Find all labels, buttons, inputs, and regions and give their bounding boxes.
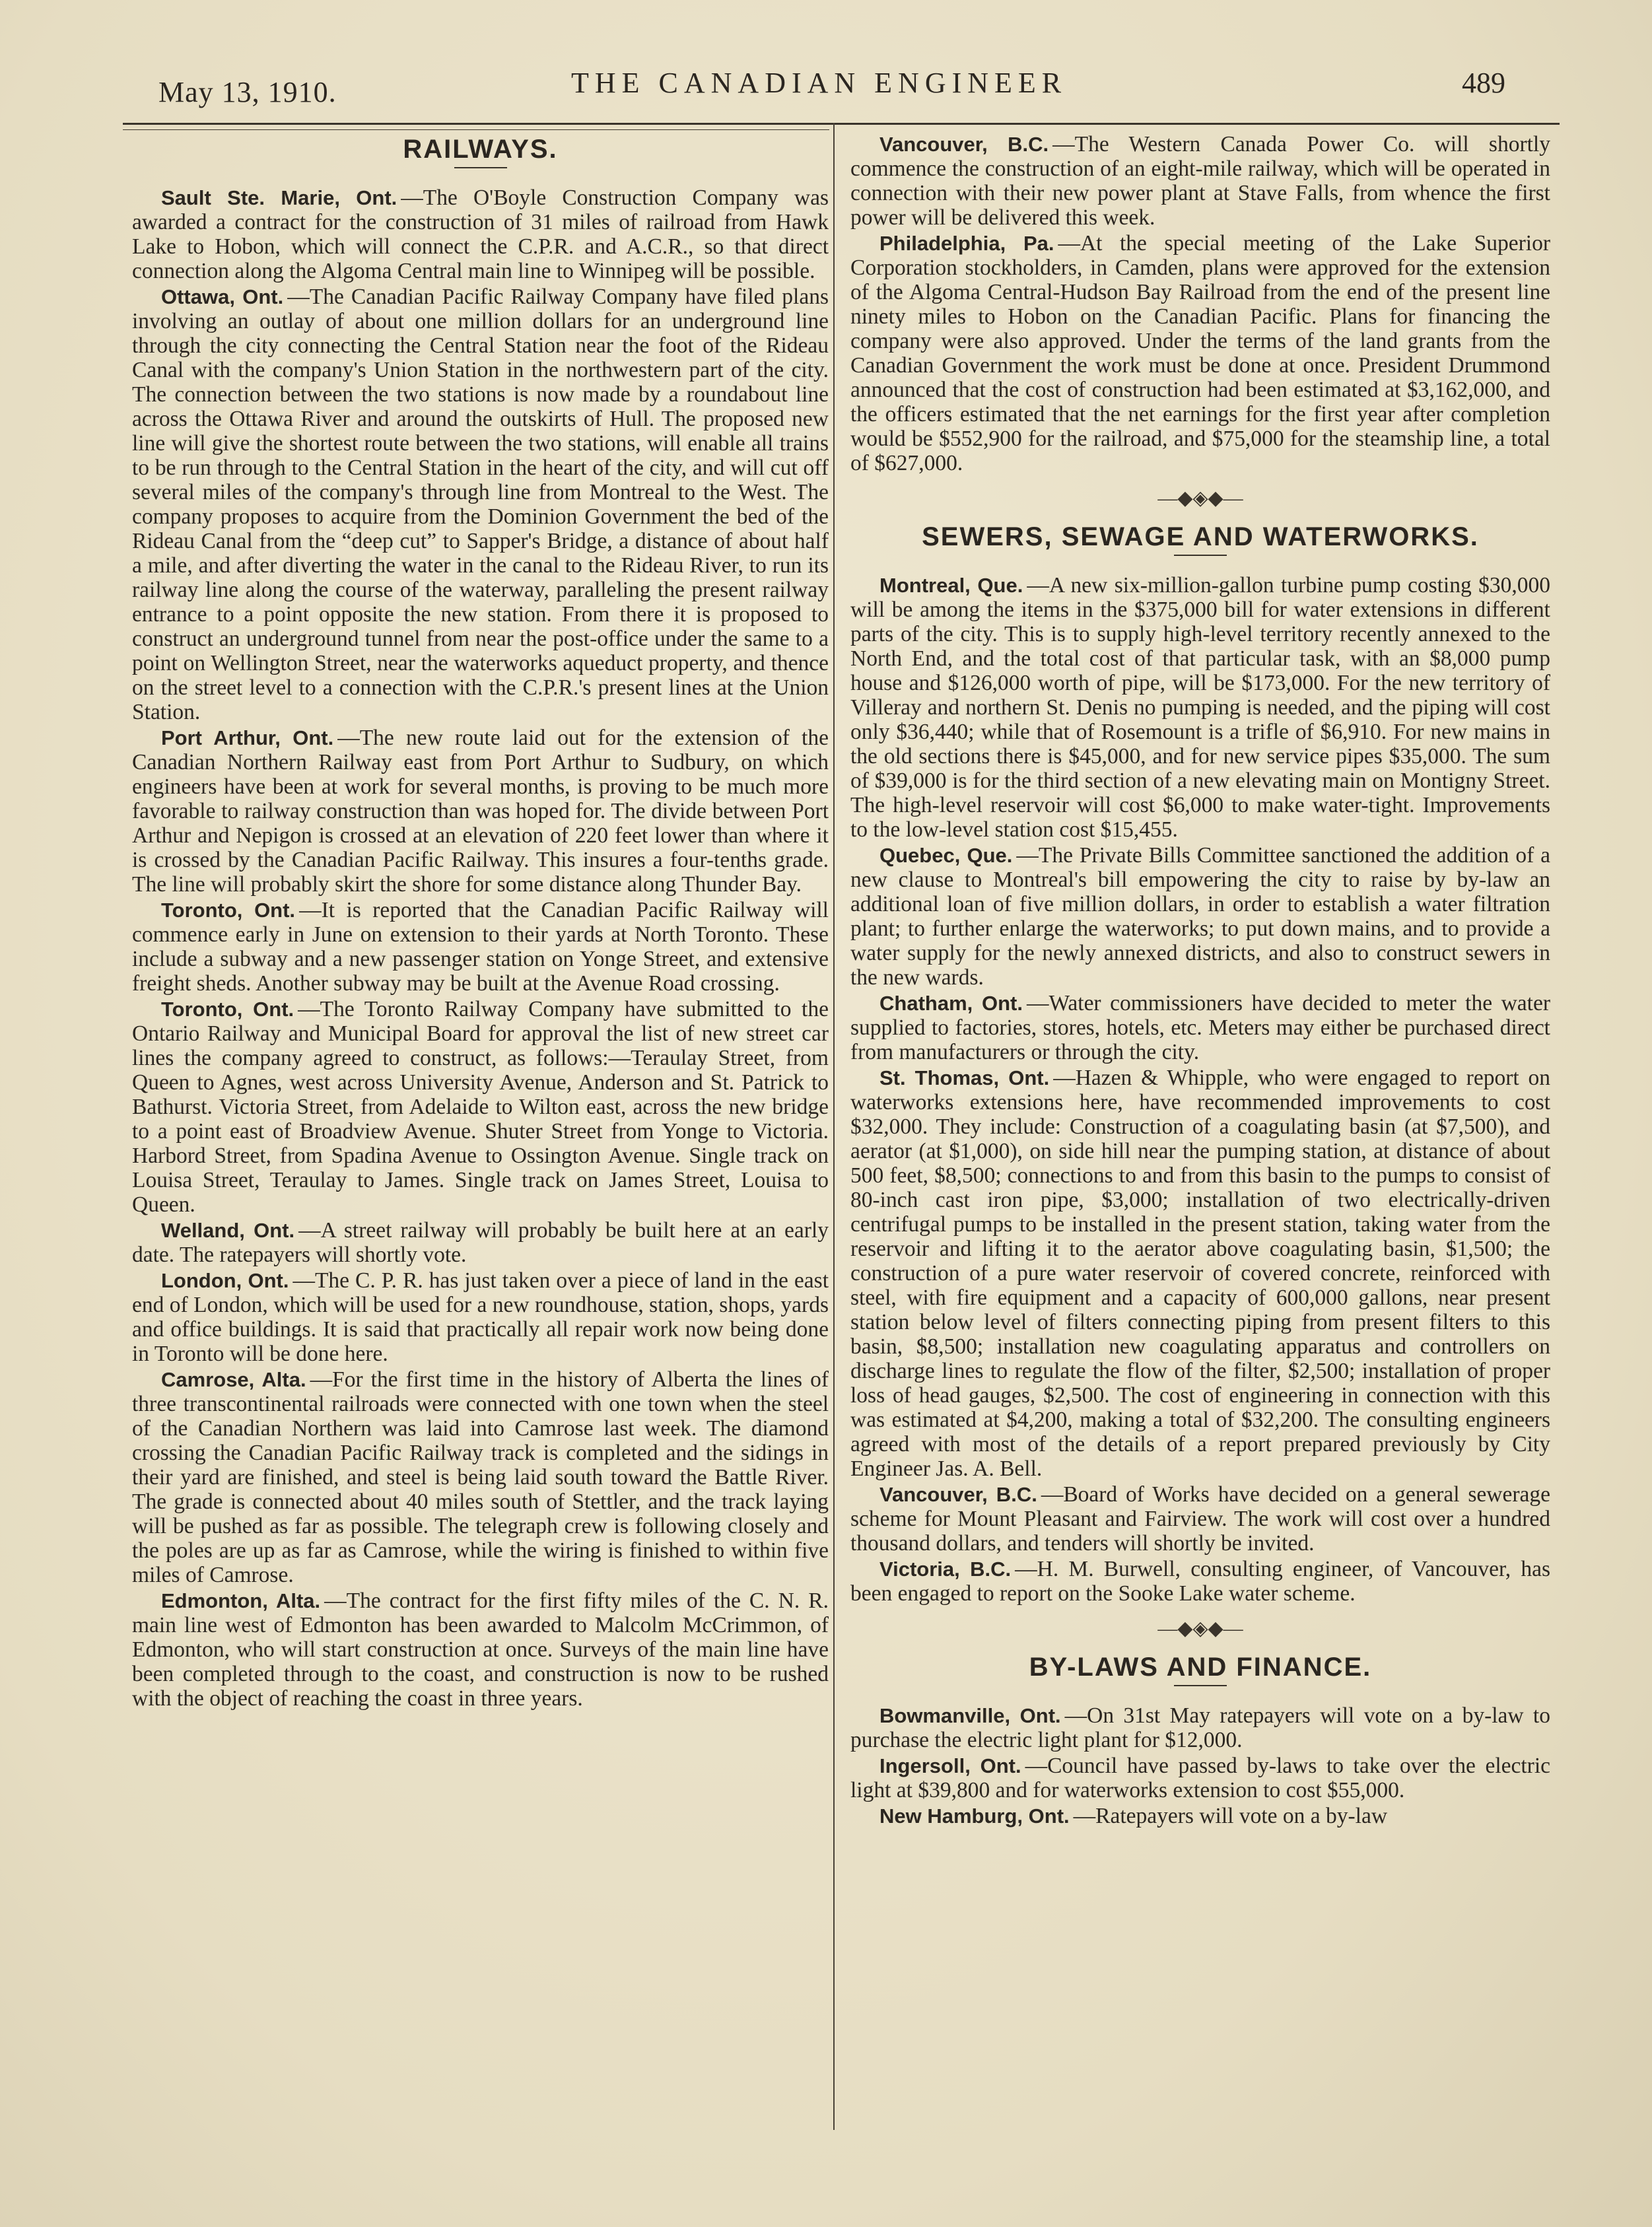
column-divider <box>833 123 835 2130</box>
page-number: 489 <box>1462 67 1505 99</box>
item-text: —The Canadian Pacific Railway Company have filed plans involving an outlay of about one million dollars for an underground line through the city connecting the Central Station near the foot of the Rideau Canal with the company's Union Station in the northwestern part of the city. The connection between the two stations is now made by a roundabout line across the Ottawa River and around the outskirts of Hull. The proposed new line will give the shortest route between the two stations, will enable all trains to be run through to the Central Station in the heart of the city, and will cut off several miles of the company's through line from Montreal to the West. The company proposes to acquire from the Dominion Government the bed of the Rideau Canal from the “deep cut” to Sapper's Bridge, a distance of about half a mile, and after diverting the water in the canal to the Rideau River, to run its railway line along the course of the waterway, paralleling the present railway entrance to a point opposite the new station. From there it is proposed to construct an underground tunnel from near the post-office under the same to a point on Wellington Street, near the waterworks aqueduct property, and thence on the street level to a connection with the C.P.R.'s present lines at the Union Station. <box>132 285 829 724</box>
item-location: Philadelphia, Pa. <box>879 232 1054 255</box>
section-title-railways: RAILWAYS. <box>403 135 558 164</box>
left-column <box>132 137 829 1712</box>
news-item <box>850 1754 1550 1802</box>
item-location: Toronto, Ont. <box>161 998 294 1021</box>
item-location: Sault Ste. Marie, Ont. <box>161 186 397 209</box>
item-text: —The Western Canada Power Co. will shortly commence the construction of an eight-mile railway, which will be operated in connection with their new power plant at Stave Falls, from whence the first power will be delivered this week. <box>850 132 1550 230</box>
item-location: Welland, Ont. <box>161 1219 295 1242</box>
section-title-sewers: SEWERS, SEWAGE AND WATERWORKS. <box>922 522 1479 551</box>
item-location: New Hamburg, Ont. <box>879 1804 1070 1828</box>
right-column <box>850 132 1550 1830</box>
item-text: —H. M. Burwell, consulting engineer, of Vancouver, has been engaged to report on the Sooke Lake water scheme. <box>850 1557 1551 1606</box>
news-item <box>850 132 1550 230</box>
item-text: —Ratepayers will vote on a by-law <box>1073 1804 1388 1828</box>
section-rule <box>1174 1685 1227 1686</box>
publication-title: THE CANADIAN ENGINEER <box>571 67 1068 99</box>
item-location: Toronto, Ont. <box>161 899 296 922</box>
item-location: Camrose, Alta. <box>161 1368 306 1391</box>
item-location: Edmonton, Alta. <box>161 1589 321 1612</box>
item-location: St. Thomas, Ont. <box>879 1066 1050 1089</box>
item-text: —The contract for the first fifty miles of the C. N. R. main line west of Edmonton has been awarded to Malcolm McCrimmon, of Edmonton, who will start construction at once. Surveys of the main line have been completed through to the coast, and construction is now to be rushed with the object of reaching the coast in three years. <box>132 1589 829 1711</box>
section-title-bylaws: BY-LAWS AND FINANCE. <box>1029 1653 1372 1682</box>
news-item <box>850 1804 1550 1828</box>
item-text: —The new route laid out for the extension of the Canadian Northern Railway east from Port Arthur to Sudbury, on which engineers have been at work for several months, is proving to be much more favorable to railway construction than was hoped for. The divide between Port Arthur and Nepigon is crossed at an elevation of 220 feet lower than where it is crossed by the Canadian Pacific Railway. This insures a four-tenths grade. The line will probably skirt the shore for some distance along Thunder Bay. <box>132 726 829 897</box>
header-rule <box>123 123 1560 125</box>
item-text: —Hazen & Whipple, who were engaged to report on waterworks extensions here, have recommended improvements to cost $32,000. They include: Construction of a coagulating basin (at $7,500), and aerator (at $1,000), on side hill near the pumping station, at distance of about 500 feet, $8,500; connections to and from this basin to the pumps to consist of 80-inch cast iron pipe, $3,000; installation of two electrically-driven centrifugal pumps to be installed in the present station, taking water from the reservoir and lifting it to the aerator above coagulating basin, $1,500; the construction of a pure water reservoir of covered concrete, reinforced with steel, with fire equipment and a capacity of 600,000 gallons, near present station below level of filters connecting piping from present filters to this basin, $8,500; installation new coagulating apparatus and controllers on discharge lines to regulate the flow of the filter, $2,500; installation of proper loss of head gauges, $2,500. The cost of engineering in connection with this was estimated at $4,200, making a total of $32,200. The consulting engineers agreed with most of the details of a report prepared previously by City Engineer Jas. A. Bell. <box>850 1066 1550 1481</box>
news-item <box>850 1482 1550 1556</box>
item-text: —Council have passed by-laws to take over the electric light at $39,800 and for waterworks extension to cost $55,000. <box>850 1754 1550 1802</box>
news-item <box>132 186 829 283</box>
ornament-divider: —◆◈◆— <box>1157 487 1243 509</box>
item-text: —On 31st May ratepayers will vote on a by-law to purchase the electric light plant for $12,000. <box>850 1703 1550 1752</box>
item-location: London, Ont. <box>161 1269 289 1292</box>
news-item <box>850 1557 1550 1606</box>
item-location: Quebec, Que. <box>879 844 1013 867</box>
item-text: —Board of Works have decided on a general sewerage scheme for Mount Pleasant and Fairview. The work will cost over a hundred thousand dollars, and tenders will shortly be invited. <box>850 1482 1550 1556</box>
item-text: —A street railway will probably be built here at an early date. The ratepayers will shortly vote. <box>132 1218 829 1267</box>
item-text: —The Private Bills Committee sanctioned the addition of a new clause to Montreal's bill empowering the city to raise by by-law an additional loan of five million dollars, in order to establish a water filtration plant; to further enlarge the waterworks; to put down mains, and to provide a water supply for the newly annexed districts, and also to construct sewers in the new wards. <box>850 843 1550 990</box>
news-item <box>850 991 1550 1064</box>
section-rule <box>454 167 507 168</box>
news-item <box>132 726 829 897</box>
item-location: Vancouver, B.C. <box>879 133 1049 156</box>
ornament-divider: —◆◈◆— <box>1157 1618 1243 1639</box>
news-item <box>132 1589 829 1711</box>
item-text: —The O'Boyle Construction Company was awarded a contract for the construction of 31 miles of railroad from Hawk Lake to Hobon, which will connect the C.P.R. and A.C.R., so that direct connection along the Algoma Central main line to Winnipeg will be possible. <box>132 186 829 283</box>
item-location: Victoria, B.C. <box>879 1558 1012 1581</box>
item-location: Ottawa, Ont. <box>161 285 284 308</box>
item-text: —Water commissioners have decided to meter the water supplied to factories, stores, hotels, etc. Meters may either be purchased direct from manufacturers or through the city. <box>850 991 1550 1064</box>
item-location: Chatham, Ont. <box>879 992 1023 1015</box>
item-location: Bowmanville, Ont. <box>879 1704 1061 1727</box>
news-item <box>132 285 829 724</box>
item-location: Vancouver, B.C. <box>879 1483 1037 1506</box>
news-item <box>850 1066 1550 1481</box>
item-text: —At the special meeting of the Lake Superior Corporation stockholders, in Camden, plans were approved for the extension of the Algoma Central-Hudson Bay Railroad from the end of the present line ninety miles to Hobon on the Canadian Pacific. Plans for financing the company were also approved. Under the terms of the land grants from the Canadian Government the work must be done at once. President Drummond announced that the cost of construction had been estimated at $3,162,000, and the officers estimated that the net earnings for the first year after completion would be $552,900 for the railroad, and $75,000 for the steamship line, a total of $627,000. <box>850 231 1550 475</box>
item-text: —The C. P. R. has just taken over a piece of land in the east end of London, which will be used for a new roundhouse, station, shops, yards and office buildings. It is said that practically all repair work now being done in Toronto will be done here. <box>132 1268 829 1366</box>
news-item <box>132 1268 829 1366</box>
news-item <box>132 1218 829 1267</box>
page-header <box>158 61 1505 114</box>
item-text: —For the first time in the history of Alberta the lines of three transcontinental railroads were connected with one town when the steel of the Canadian Northern was laid into Camrose last week. The diamond crossing the Canadian Pacific Railway track is completed and the sidings in their yard are finished, and steel is being laid south toward the Battle River. The grade is connected about 40 miles south of Stettler, and the track laying will be pushed as far as possible. The telegraph crew is following closely and the poles are up as far as Camrose, while the wiring is finished to within five miles of Camrose. <box>132 1367 829 1587</box>
news-item <box>850 1703 1550 1752</box>
news-item <box>132 1367 829 1587</box>
item-location: Montreal, Que. <box>879 574 1023 597</box>
item-text: —A new six-million-gallon turbine pump costing $30,000 will be among the items in the $375,000 bill for water extensions in different parts of the city. This is to supply high-level territory recently annexed to the North End, and the total cost of that particular task, with an $8,000 pump house and $126,000 worth of pipe, will be $173,000. For the new territory of Villeray and northern St. Denis no pumping is needed, and the piping will cost only $36,440; while that of Rosemount is a trifle of $6,910. For new mains in the old sections there is $45,000, and for new service pipes $35,000. The sum of $39,000 is for the third section of a new elevating main on Montigny Street. The high-level reservoir will cost $6,000 to make water-tight. Improvements to the low-level station cost $15,455. <box>850 573 1550 842</box>
item-text: —It is reported that the Canadian Pacific Railway will commence early in June on extension to their yards at North Toronto. These include a subway and a new passenger station on Yonge Street, and extensive freight sheds. Another subway may be built at the Avenue Road crossing. <box>132 898 829 996</box>
header-rule-thin <box>123 129 829 130</box>
issue-date: May 13, 1910. <box>158 76 337 108</box>
news-item <box>850 843 1550 990</box>
news-item <box>132 997 829 1217</box>
item-location: Ingersoll, Ont. <box>879 1754 1021 1777</box>
section-rule <box>1174 555 1227 556</box>
item-text: —The Toronto Railway Company have submitted to the Ontario Railway and Municipal Board for approval the list of new street car lines the company agreed to construct, as follows:—Teraulay Street, from Queen to Agnes, west across University Avenue, Anderson and St. Patrick to Bathurst. Victoria Street, from Adelaide to Wilton east, across the new bridge to a point east of Broadview Avenue. Shuter Street from Yonge to Victoria. Harbord Street, from Spadina Avenue to Ossington Avenue. Single track on Louisa Street, Teraulay to James. Single track on James Street, Louisa to Queen. <box>132 997 829 1217</box>
news-item <box>850 231 1550 475</box>
news-item <box>132 898 829 996</box>
item-location: Port Arthur, Ont. <box>161 726 334 749</box>
news-item <box>850 573 1550 842</box>
